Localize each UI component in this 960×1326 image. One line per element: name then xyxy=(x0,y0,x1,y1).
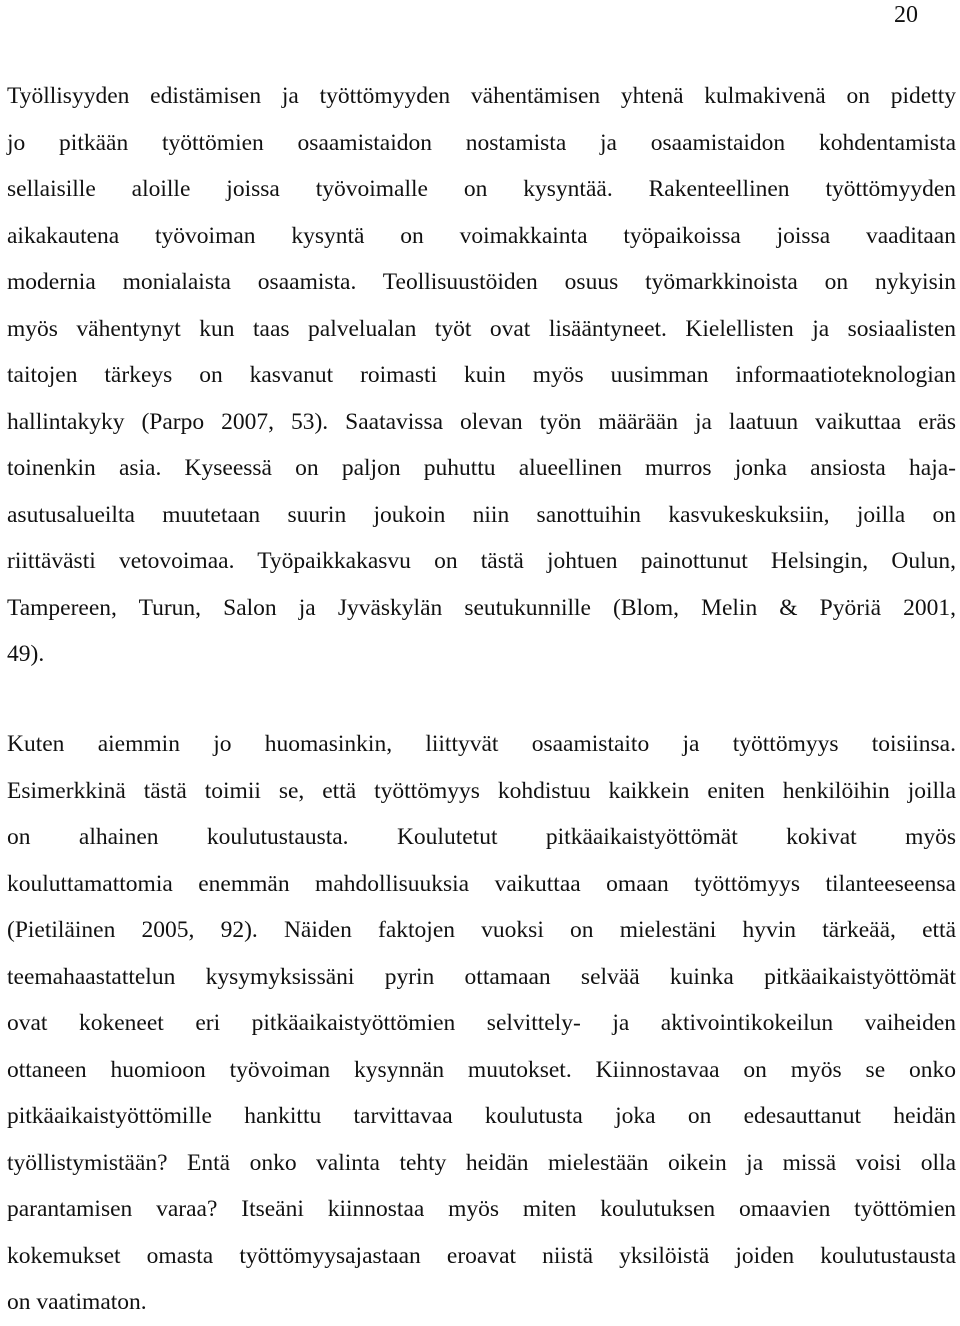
text-line: on vaatimaton. xyxy=(7,1289,147,1315)
text-line: kouluttamattomia enemmän mahdollisuuksia vaikuttaa omaan työttömyys tilanteeseensa xyxy=(7,870,956,897)
text-line: ovat kokeneet eri pitkäaikaistyöttömien selvittely- ja aktivointikokeilun vaiheiden xyxy=(7,1010,956,1036)
text-line: on alhainen koulutustausta. Koulutetut pitkäaikaistyöttömät kokivat myös xyxy=(7,824,956,850)
paragraph-1 xyxy=(7,73,956,678)
text-line: työllistymistään? Entä onko valinta tehty heidän mielestään oikein ja missä voisi olla xyxy=(7,1149,956,1176)
text-line: asutusalueilta muutetaan suurin joukoin niin sanottuihin kasvukeskuksiin, joilla on xyxy=(7,501,956,528)
page-number: 20 xyxy=(894,2,918,28)
text-line: (Pietiläinen 2005, 92). Näiden faktojen vuoksi on mielestäni hyvin tärkeää, että xyxy=(7,917,956,943)
text-line: hallintakyky (Parpo 2007, 53). Saatavissa olevan työn määrään ja laatuun vaikuttaa eräs xyxy=(7,408,956,435)
text-line: modernia monialaista osaamista. Teollisuustöiden osuus työmarkkinoista on nykyisin xyxy=(7,269,956,295)
text-line: aikakautena työvoiman kysyntä on voimakkainta työpaikoissa joissa vaaditaan xyxy=(7,222,956,249)
text-line: 49). xyxy=(7,641,45,667)
text-line: ottaneen huomioon työvoiman kysynnän muutokset. Kiinnostavaa on myös se onko xyxy=(7,1056,956,1083)
text-line: toinenkin asia. Kyseessä on paljon puhuttu alueellinen murros jonka ansiosta haja- xyxy=(7,455,956,481)
paragraph-2 xyxy=(7,721,956,1326)
text-line: kokemukset omasta työttömyysajastaan eroavat niistä yksilöistä joiden koulutustausta xyxy=(7,1242,956,1269)
text-line: jo pitkään työttömien osaamistaidon nostamista ja osaamistaidon kohdentamista xyxy=(7,129,956,156)
text-line: riittävästi vetovoimaa. Työpaikkakasvu on tästä johtuen painottunut Helsingin, Oulun, xyxy=(7,548,956,574)
text-line: parantamisen varaa? Itseäni kiinnostaa myös miten koulutuksen omaavien työttömien xyxy=(7,1196,956,1222)
text-line: teemahaastattelun kysymyksissäni pyrin ottamaan selvää kuinka pitkäaikaistyöttömät xyxy=(7,963,956,990)
text-line: Työllisyyden edistämisen ja työttömyyden vähentämisen yhtenä kulmakivenä on pidetty xyxy=(7,83,956,109)
text-line: Tampereen, Turun, Salon ja Jyväskylän seutukunnille (Blom, Melin & Pyöriä 2001, xyxy=(7,594,956,621)
text-line: pitkäaikaistyöttömille hankittu tarvittavaa koulutusta joka on edesauttanut heidän xyxy=(7,1103,956,1129)
text-line: sellaisille aloille joissa työvoimalle on kysyntää. Rakenteellinen työttömyyden xyxy=(7,176,956,202)
text-line: taitojen tärkeys on kasvanut roimasti kuin myös uusimman informaatioteknologian xyxy=(7,362,956,388)
text-line: Esimerkkinä tästä toimii se, että työttömyys kohdistuu kaikkein eniten henkilöihin joilla xyxy=(7,777,956,804)
text-line: Kuten aiemmin jo huomasinkin, liittyvät osaamistaito ja työttömyys toisiinsa. xyxy=(7,731,956,757)
text-line: myös vähentynyt kun taas palvelualan työt ovat lisääntyneet. Kielellisten ja sosiaalisten xyxy=(7,315,956,342)
